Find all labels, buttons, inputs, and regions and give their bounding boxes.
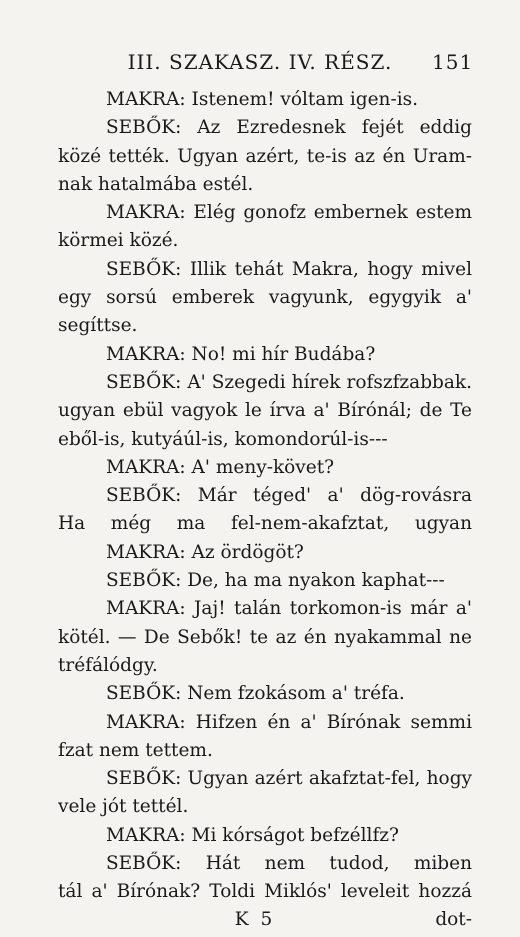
text-line: Ha még ma fel-nem-akafztat, ugyan [58, 513, 472, 535]
text-line: MAKRA: Mi kórságot befzéllfz? [106, 824, 399, 846]
page-number: 151 [432, 50, 474, 74]
text-line: ugyan ebül vagyok le írva a' Bírónál; de Te [58, 400, 472, 422]
text-line: kötél. — De Sebők! te az én nyakammal ne [58, 626, 472, 648]
text-line: SEBŐK: A' Szegedi hírek rofszfzabbak. [106, 371, 472, 393]
text-line: MAKRA: No! mi hír Budába? [106, 343, 376, 365]
text-line: nak hatalmába estél. [58, 173, 254, 195]
text-line: SEBŐK: Az Ezredesnek fejét eddig [106, 117, 472, 139]
text-line: MAKRA: Elég gonofz embernek estem [106, 202, 472, 224]
text-line: közé tették. Ugyan azért, te-is az én Uram- [58, 145, 472, 167]
text-line: SEBŐK: Illik tehát Makra, hogy mivel [106, 258, 472, 280]
catchword: dot- [435, 908, 472, 930]
text-line: egy sorsú emberek vagyunk, egygyik a' [58, 287, 472, 309]
text-line: vele jót tettél. [58, 796, 189, 818]
text-line: MAKRA: Istenem! vóltam igen-is. [106, 89, 418, 110]
text-line: SEBŐK: De, ha ma nyakon kaphat--- [106, 570, 445, 592]
text-line: MAKRA: Hifzen én a' Bírónak semmi [106, 711, 472, 733]
running-title: III. SZAKASZ. IV. RÉSZ. [127, 50, 393, 74]
text-line: fzat nem tettem. [58, 739, 213, 761]
text-line: tál a' Bírónak? Toldi Miklós' leveleit hozzá [58, 881, 472, 903]
text-line: segíttse. [58, 315, 138, 337]
text-line: MAKRA: Az ördögöt? [106, 541, 304, 563]
text-line: MAKRA: A' meny-követ? [106, 456, 335, 478]
text-line: SEBŐK: Már téged' a' dög-rovásra [106, 485, 472, 507]
text-line: eből-is, kutyáúl-is, komondorúl-is--- [58, 428, 388, 450]
text-line: SEBŐK: Nem fzokásom a' tréfa. [106, 683, 405, 705]
text-line: SEBŐK: Ugyan azért akafztat-fel, hogy [106, 768, 472, 790]
text-line: körmei közé. [58, 230, 179, 252]
signature-mark: K 5 [234, 908, 276, 930]
page-footer [58, 909, 472, 937]
running-header [58, 50, 472, 86]
text-line: SEBŐK: Hát nem tudod, miben [106, 853, 472, 875]
text-line: tréfálódgy. [58, 654, 158, 676]
dialogue-text [58, 86, 472, 907]
text-line: MAKRA: Jaj! talán torkomon-is már a' [106, 598, 472, 620]
